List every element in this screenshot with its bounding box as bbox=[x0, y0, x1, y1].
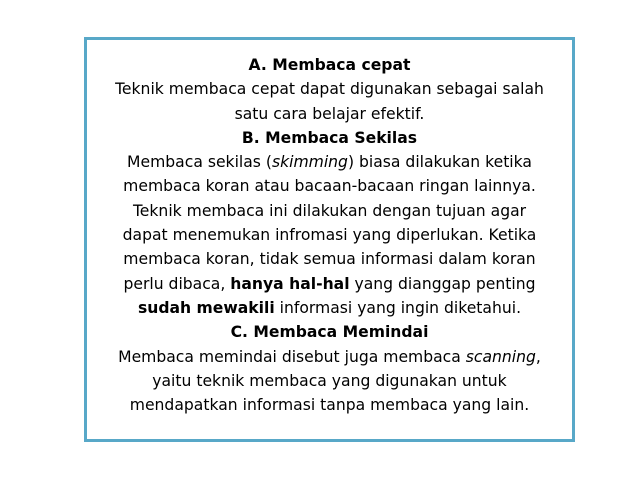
text-segment: membaca koran, tidak semua informasi dalam koran bbox=[123, 250, 536, 269]
text-segment: dapat menemukan infromasi yang diperlukan. Ketika bbox=[122, 226, 537, 245]
text-segment: ) biasa dilakukan ketika bbox=[347, 153, 532, 172]
bold-text: hanya hal-hal bbox=[230, 274, 350, 293]
text-segment: yaitu teknik membaca yang digunakan untuk bbox=[152, 371, 507, 390]
text-segment: Membaca memindai disebut juga membaca bbox=[118, 347, 466, 366]
text-segment: Teknik membaca ini dilakukan dengan tujuan agar bbox=[132, 201, 527, 220]
section-heading: A. Membaca cepat bbox=[248, 56, 411, 74]
paragraph-line bbox=[87, 345, 572, 369]
text-segment: satu cara belajar efektif. bbox=[234, 104, 425, 123]
text-box bbox=[84, 37, 575, 442]
text-segment: , bbox=[535, 347, 541, 366]
paragraph-line bbox=[87, 199, 572, 223]
text-segment: informasi yang ingin diketahui. bbox=[274, 298, 522, 317]
section-heading: B. Membaca Sekilas bbox=[241, 128, 418, 147]
text-segment: Membaca sekilas ( bbox=[127, 153, 272, 172]
paragraph-line bbox=[87, 102, 572, 126]
paragraph-line bbox=[87, 77, 572, 101]
text-segment: mendapatkan informasi tanpa membaca yang lain. bbox=[129, 396, 530, 415]
bold-text: sudah mewakili bbox=[137, 298, 275, 317]
text-segment: membaca koran atau bacaan-bacaan ringan lainnya. bbox=[123, 177, 536, 196]
paragraph-line bbox=[87, 393, 572, 417]
section-heading: C. Membaca Memindai bbox=[230, 323, 429, 342]
paragraph-line bbox=[87, 247, 572, 271]
italic-text: skimming bbox=[271, 153, 348, 172]
paragraph-line bbox=[87, 296, 572, 320]
paragraph-line bbox=[87, 369, 572, 393]
paragraph-line bbox=[87, 272, 572, 296]
italic-text: scanning bbox=[465, 347, 536, 366]
text-segment: perlu dibaca, bbox=[123, 274, 231, 293]
paragraph-line bbox=[87, 223, 572, 247]
text-segment: yang dianggap penting bbox=[349, 274, 536, 293]
paragraph-line bbox=[87, 174, 572, 198]
paragraph-line bbox=[87, 150, 572, 174]
text-content bbox=[87, 53, 572, 417]
text-segment: Teknik membaca cepat dapat digunakan sebagai salah bbox=[115, 80, 544, 99]
